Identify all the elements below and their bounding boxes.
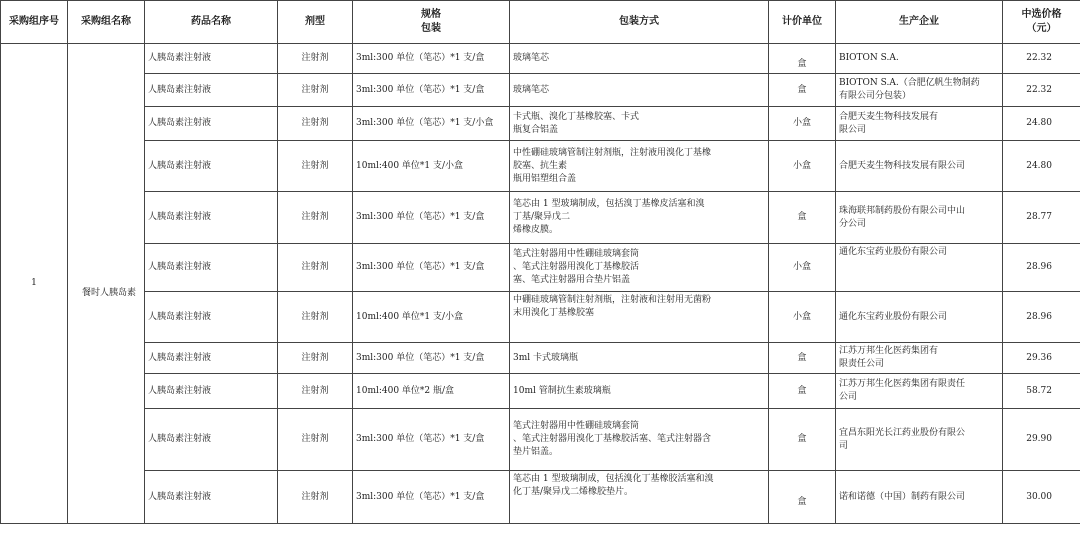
spec-cell: 3ml:300 单位（笔芯）*1 支/盒	[353, 471, 510, 524]
unit-cell: 盒	[769, 192, 836, 244]
price-cell: 58.72	[1003, 374, 1080, 409]
table-row	[1, 192, 1080, 244]
header-price: 中选价格 （元）	[1003, 1, 1080, 44]
price-cell: 22.32	[1003, 74, 1080, 107]
manufacturer-cell: 诺和诺德（中国）制药有限公司	[836, 471, 1003, 524]
dosage-form-cell: 注射剂	[278, 292, 353, 343]
unit-cell: 盒	[769, 374, 836, 409]
header-unit: 计价单位	[769, 1, 836, 44]
dosage-form-cell: 注射剂	[278, 343, 353, 374]
manufacturer-cell: 合肥天麦生物科技发展有限公司	[836, 141, 1003, 192]
manufacturer-cell: 通化东宝药业股份有限公司	[836, 292, 1003, 343]
unit-cell: 盒	[769, 44, 836, 74]
manufacturer-cell: 通化东宝药业股份有限公司	[836, 244, 1003, 292]
packaging-cell: 卡式瓶、溴化丁基橡胶塞、卡式 瓶复合铝盖	[510, 107, 769, 141]
header-packaging: 包装方式	[510, 1, 769, 44]
unit-cell: 盒	[769, 409, 836, 471]
table-row	[1, 471, 1080, 524]
spec-cell: 3ml:300 单位（笔芯）*1 支/盒	[353, 192, 510, 244]
spec-cell: 3ml:300 单位（笔芯）*1 支/盒	[353, 74, 510, 107]
unit-cell: 小盒	[769, 292, 836, 343]
price-cell: 28.96	[1003, 244, 1080, 292]
manufacturer-cell: 珠海联邦制药股份有限公司中山 分公司	[836, 192, 1003, 244]
group-id-cell: 1	[1, 44, 68, 524]
price-cell: 24.80	[1003, 141, 1080, 192]
table-row	[1, 343, 1080, 374]
spec-cell: 3ml:300 单位（笔芯）*1 支/盒	[353, 244, 510, 292]
header-group-name: 采购组名称	[68, 1, 145, 44]
manufacturer-cell: BIOTON S.A.（合肥亿帆生物制药 有限公司分包装）	[836, 74, 1003, 107]
dosage-form-cell: 注射剂	[278, 44, 353, 74]
table-row	[1, 374, 1080, 409]
header-spec: 规格 包装	[353, 1, 510, 44]
manufacturer-cell: BIOTON S.A.	[836, 44, 1003, 74]
packaging-cell: 玻璃笔芯	[510, 44, 769, 74]
drug-name-cell: 人胰岛素注射液	[145, 192, 278, 244]
dosage-form-cell: 注射剂	[278, 192, 353, 244]
price-cell: 28.96	[1003, 292, 1080, 343]
drug-name-cell: 人胰岛素注射液	[145, 409, 278, 471]
spec-cell: 3ml:300 单位（笔芯）*1 支/小盒	[353, 107, 510, 141]
packaging-cell: 10ml 管制抗生素玻璃瓶	[510, 374, 769, 409]
unit-cell: 小盒	[769, 244, 836, 292]
header-group-id: 采购组序号	[1, 1, 68, 44]
spec-cell: 10ml:400 单位*2 瓶/盒	[353, 374, 510, 409]
dosage-form-cell: 注射剂	[278, 409, 353, 471]
price-cell: 29.36	[1003, 343, 1080, 374]
price-cell: 28.77	[1003, 192, 1080, 244]
dosage-form-cell: 注射剂	[278, 107, 353, 141]
manufacturer-cell: 合肥天麦生物科技发展有 限公司	[836, 107, 1003, 141]
manufacturer-cell: 江苏万邦生化医药集团有限责任 公司	[836, 374, 1003, 409]
header-row	[1, 1, 1080, 44]
packaging-cell: 3ml 卡式玻璃瓶	[510, 343, 769, 374]
dosage-form-cell: 注射剂	[278, 244, 353, 292]
drug-name-cell: 人胰岛素注射液	[145, 44, 278, 74]
unit-cell: 小盒	[769, 107, 836, 141]
packaging-cell: 玻璃笔芯	[510, 74, 769, 107]
unit-cell: 小盒	[769, 141, 836, 192]
table-row	[1, 292, 1080, 343]
header-dosage-form: 剂型	[278, 1, 353, 44]
table-row	[1, 107, 1080, 141]
header-manufacturer: 生产企业	[836, 1, 1003, 44]
drug-name-cell: 人胰岛素注射液	[145, 74, 278, 107]
manufacturer-cell: 江苏万邦生化医药集团有 限责任公司	[836, 343, 1003, 374]
unit-cell: 盒	[769, 471, 836, 524]
drug-name-cell: 人胰岛素注射液	[145, 244, 278, 292]
price-cell: 30.00	[1003, 471, 1080, 524]
group-name-cell: 餐时人胰岛素	[68, 44, 145, 524]
packaging-cell: 笔式注射器用中性硼硅玻璃套筒 、笔式注射器用溴化丁基橡胶活 塞、笔式注射器用合垫片铝盖	[510, 244, 769, 292]
table-row	[1, 44, 1080, 74]
packaging-cell: 中性硼硅玻璃管制注射剂瓶，注射液用溴化丁基橡 胶塞、抗生素 瓶用铝塑组合盖	[510, 141, 769, 192]
spec-cell: 3ml:300 单位（笔芯）*1 支/盒	[353, 44, 510, 74]
dosage-form-cell: 注射剂	[278, 141, 353, 192]
spec-cell: 10ml:400 单位*1 支/小盒	[353, 292, 510, 343]
packaging-cell: 笔芯由 1 型玻璃制成，包括溴化丁基橡胶活塞和溴 化丁基/聚异戊二烯橡胶垫片。	[510, 471, 769, 524]
price-cell: 22.32	[1003, 44, 1080, 74]
drug-name-cell: 人胰岛素注射液	[145, 107, 278, 141]
drug-name-cell: 人胰岛素注射液	[145, 292, 278, 343]
packaging-cell: 笔式注射器用中性硼硅玻璃套筒 、笔式注射器用溴化丁基橡胶活塞、笔式注射器含 垫片铝盖。	[510, 409, 769, 471]
table-row	[1, 74, 1080, 107]
header-drug-name: 药品名称	[145, 1, 278, 44]
drug-name-cell: 人胰岛素注射液	[145, 471, 278, 524]
dosage-form-cell: 注射剂	[278, 374, 353, 409]
dosage-form-cell: 注射剂	[278, 471, 353, 524]
manufacturer-cell: 宜昌东阳光长江药业股份有限公 司	[836, 409, 1003, 471]
drug-name-cell: 人胰岛素注射液	[145, 374, 278, 409]
drug-name-cell: 人胰岛素注射液	[145, 343, 278, 374]
unit-cell: 盒	[769, 74, 836, 107]
packaging-cell: 笔芯由 1 型玻璃制成，包括溴丁基橡皮活塞和溴 丁基/聚异戊二 烯橡皮膜。	[510, 192, 769, 244]
drug-name-cell: 人胰岛素注射液	[145, 141, 278, 192]
table-row	[1, 141, 1080, 192]
packaging-cell: 中硼硅玻璃管制注射剂瓶，注射液和注射用无菌粉 末用溴化丁基橡胶塞	[510, 292, 769, 343]
price-cell: 24.80	[1003, 107, 1080, 141]
table-row	[1, 409, 1080, 471]
dosage-form-cell: 注射剂	[278, 74, 353, 107]
unit-cell: 盒	[769, 343, 836, 374]
price-cell: 29.90	[1003, 409, 1080, 471]
spec-cell: 3ml:300 单位（笔芯）*1 支/盒	[353, 343, 510, 374]
table-row	[1, 244, 1080, 292]
spec-cell: 3ml:300 单位（笔芯）*1 支/盒	[353, 409, 510, 471]
spec-cell: 10ml:400 单位*1 支/小盒	[353, 141, 510, 192]
